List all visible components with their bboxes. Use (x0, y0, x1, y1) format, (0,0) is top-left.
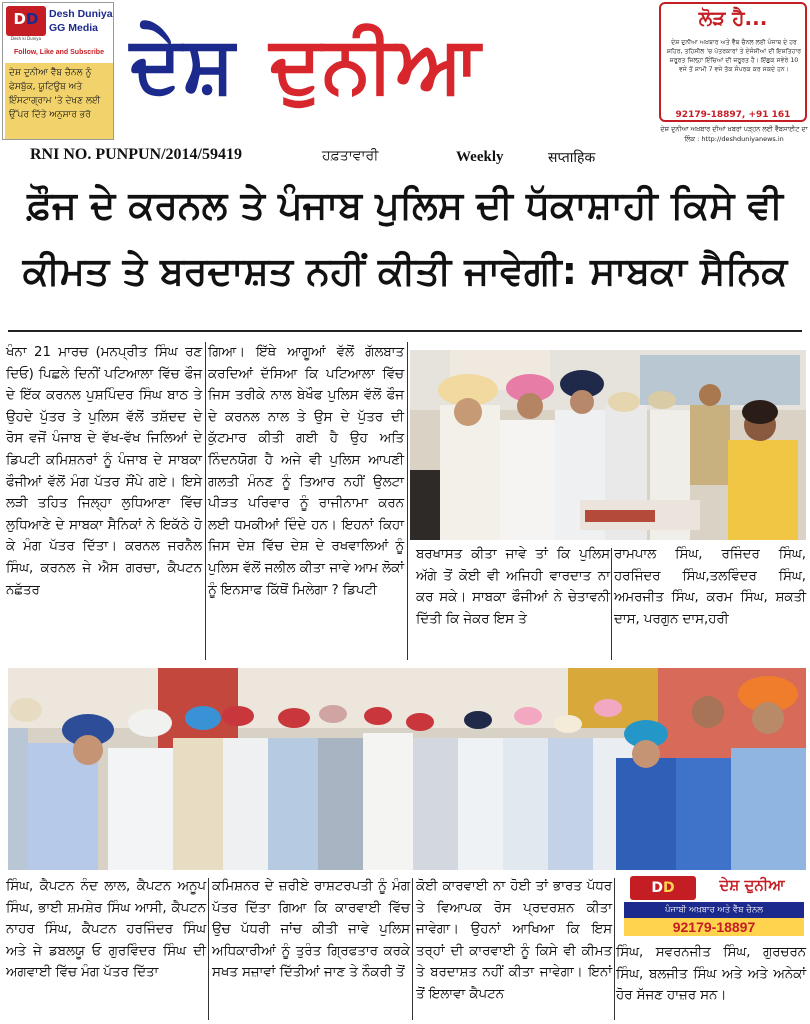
article-column-4: ਸਿੰਘ, ਕੈਪਟਨ ਨੰਦ ਲਾਲ, ਕੈਪਟਨ ਅਨੂਪ ਸਿੰਘ, ਭਾਈ ਸ਼ਮਸ਼ੇਰ ਸਿੰਘ ਆਸੀ, ਕੈਪਟਨ ਨਾਹਰ ਸਿੰਘ, ਕੈਪਟਨ ਹਰਜਿੰਦਰ ਸਿੰਘ ਅਤੇ ਜੇ ਡਬਲਯੂ ਓ ਗੁਰਵਿੰਦਰ ਸਿੰਘ ਦੀ ਅਗਵਾਈ ਵਿੱਚ ਮੰਗ ਪੱਤਰ ਦਿੱਤਾ (6, 879, 206, 981)
weekly-english: Weekly (456, 149, 504, 165)
masthead-word-duniya: ਦੁਨੀਆ (269, 20, 482, 110)
promo-text: ਦੇਸ਼ ਦੁਨੀਆ ਵੈੱਬ ਚੈਨਲ ਨੂੰ ਫੇਸਬੁੱਕ, ਯੂਟਿਊਬ ਅਤੇ ਇੰਸਟਾਗ੍ਰਾਮ 'ਤੇ ਦੇਖਣ ਲਈ ਉੱਪਰ ਦਿੱਤੇ ਅਨੁਸਾਰ ਭਰੋ (5, 63, 113, 139)
photo-memorandum-handover-image (410, 350, 806, 540)
ad-title: ਲੋੜ ਹੈ... (698, 6, 768, 30)
dd-logo-mark: DD (6, 6, 46, 36)
bottom-logo-strip: ਪੰਜਾਬੀ ਅਖ਼ਬਾਰ ਅਤੇ ਵੈੱਬ ਚੈਨਲ (624, 902, 804, 918)
photo-group-ex-servicemen (8, 668, 806, 870)
bottom-logo-phone: 92179-18897 (624, 918, 804, 936)
channel-logo-box (2, 2, 114, 140)
bottom-logo-name: ਦੇਸ਼ ਦੁਨੀਆ (719, 876, 785, 894)
column-divider (205, 342, 206, 660)
bottom-channel-logo (624, 874, 804, 936)
ad-phone: 92179-18897, +91 161 (675, 110, 791, 120)
recruitment-ad (659, 2, 807, 122)
article-column-5: ਕਮਿਸ਼ਨਰ ਦੇ ਜ਼ਰੀਏ ਰਾਸ਼ਟਰਪਤੀ ਨੂੰ ਮੰਗ ਪੱਤਰ ਦਿੱਤਾ ਗਿਆ ਕਿ ਕਾਰਵਾਈ ਵਿੱਚ ਉਚ ਪੱਧਰੀ ਜਾਂਚ ਕੀਤੀ ਜਾਵੇ ਪੁਲਿਸ ਅਧਿਕਾਰੀਆਂ ਨੂੰ ਤੁਰੰਤ ਗ੍ਰਿਫਤਾਰ ਕਰਕੇ ਸਖਤ ਸਜ਼ਾਵਾਂ ਦਿੱਤੀਆਂ ਜਾਣ ਤੇ ਨੌਕਰੀ ਤੋਂ (212, 879, 410, 981)
column-divider (208, 878, 209, 1020)
photo-memorandum-handover (410, 350, 806, 540)
dd-logo-mark: DD (630, 876, 696, 900)
article-column-3a: ਬਰਖਾਸਤ ਕੀਤਾ ਜਾਵੇ ਤਾਂ ਕਿ ਪੁਲਿਸ ਅੱਗੇ ਤੋਂ ਕੋਈ ਵੀ ਅਜਿਹੀ ਵਾਰਦਾਤ ਨਾ ਕਰ ਸਕੇ। ਸਾਬਕਾ ਫੌਜੀਆਂ ਨੇ ਚੇਤਾਵਨੀ ਦਿੱਤੀ ਕਿ ਜੇਕਰ ਇਸ ਤੇ (416, 547, 610, 627)
article-column-3b: ਰਾਮਪਾਲ ਸਿੰਘ, ਰਜਿੰਦਰ ਸਿੰਘ, ਹਰਜਿੰਦਰ ਸਿੰਘ,ਤਲਵਿੰਦਰ ਸਿੰਘ, ਅਮਰਜੀਤ ਸਿੰਘ, ਕਰਮ ਸਿੰਘ, ਸ਼ਕਤੀ ਦਾਸ, ਪਰਗੁਨ ਦਾਸ,ਹਰੀ (614, 547, 806, 627)
logo-tagline: Desh ki Duniya (10, 36, 42, 41)
article-column-6: ਕੋਈ ਕਾਰਵਾਈ ਨਾ ਹੋਈ ਤਾਂ ਭਾਰਤ ਪੱਧਰ ਤੇ ਵਿਆਪਕ ਰੋਸ ਪ੍ਰਦਰਸ਼ਨ ਕੀਤਾ ਜਾਵੇਗਾ। ਉਹਨਾਂ ਆਖਿਆ ਕਿ ਇਸ ਤਰ੍ਹਾਂ ਦੀ ਕਾਰਵਾਈ ਨੂੰ ਕਿਸੇ ਵੀ ਕੀਮਤ ਤੇ ਬਰਦਾਸ਼ਤ ਨਹੀਂ ਕੀਤਾ ਜਾਵੇਗਾ। ਇਨਾਂ ਤੋਂ ਇਲਾਵਾ ਕੈਪਟਨ (416, 879, 612, 1002)
follow-text: Follow, Like and Subscribe (14, 49, 104, 56)
article-column-7: ਸਿੰਘ, ਸਵਰਨਜੀਤ ਸਿੰਘ, ਗੁਰਚਰਨ ਸਿੰਘ, ਬਲਜੀਤ ਸਿੰਘ ਅਤੇ ਅਤੇ ਅਨੇਕਾਂ ਹੋਰ ਸੱਜਣ ਹਾਜ਼ਰ ਸਨ। (616, 945, 806, 1004)
masthead-word-desh: ਦੇਸ਼ (130, 20, 236, 110)
article-column-1: ਖੰਨਾ 21 ਮਾਰਚ (ਮਨਪ੍ਰੀਤ ਸਿੰਘ ਰਣ ਦਿਓ) ਪਿਛਲੇ ਦਿਨੀਂ ਪਟਿਆਲਾ ਵਿੱਚ ਫੌਜ ਦੇ ਇੱਕ ਕਰਨਲ ਪੁਸ਼ਪਿੰਦਰ ਸਿੰਘ ਬਾਠ ਤੇ ਉਹਦੇ ਪੁੱਤਰ ਤੇ ਪੁਲਿਸ ਵੱਲੋਂ ਤਸ਼ੱਦਦ ਦੇ ਰੋਸ ਵਜੋਂ ਪੰਜਾਬ ਦੇ ਵੱਖ-ਵੱਖ ਜਿਲਿਆਂ ਦੇ ਡਿਪਟੀ ਕਮਿਸ਼ਨਰਾਂ ਨੂੰ ਪੰਜਾਬ ਦੇ ਸਾਬਕਾ ਫੌਜੀਆਂ ਵੱਲੋਂ ਮੰਗ ਪੱਤਰ ਸੌਂਪੇ ਗਏ। ਇਸੇ ਲੜੀ ਤਹਿਤ ਜਿਲ੍ਹਾ ਲੁਧਿਆਣਾ ਵਿੱਚ ਲੁਧਿਆਣੇ ਦੇ ਸਾਬਕਾ ਸੈਨਿਕਾਂ ਨੇ ਇਕੱਠੇ ਹੋ ਕੇ ਮੰਗ ਪੱਤਰ ਦਿੱਤਾ। ਕਰਨਲ ਜਰਨੈਲ ਸਿੰਘ, ਕਰਨਲ ਜੇ ਐਸ ਗਰਚਾ, ਕੈਪਟਨ ਨਛੱਤਰ (6, 345, 202, 598)
column-divider (412, 878, 413, 1020)
ad-body: ਦੇਸ਼ ਦੁਨੀਆ ਅਖ਼ਬਾਰ ਅਤੇ ਵੈੱਬ ਚੈਨਲ ਲਈ ਪੰਜਾਬ ਦੇ ਹਰ ਸ਼ਹਿਰ, ਤਹਿਸੀਲ 'ਚ ਪੱਤਰਕਾਰਾਂ ਤੇ ਏਜੰਸੀਆਂ ਦੀ ਇਸ਼ਤਿਹਾਰ ਜ਼ਰੂਰਤ ਜ਼ਿਲ੍ਹਾ ਇੰਚਿਆਂ ਦੀ ਜ਼ਰੂਰਤ ਹੈ। ਇੱਛੁਕ ਸਵੇਰੇ 10 ਵਜੇ ਤੋਂ ਸ਼ਾਮੀ 7 ਵਜੇ ਤੱਕ ਸੰਪਰਕ ਕਰ ਸਕਦੇ ਹਨ। (666, 39, 802, 73)
column-divider (611, 548, 612, 660)
website-link-text: ਦੇਸ਼ ਦੁਨੀਆ ਅਖ਼ਬਾਰ ਦੀਆਂ ਖ਼ਬਰਾਂ ਪੜ੍ਹਨ ਲਈ ਵੈੱਬਸਾਈਟ ਦਾ ਲਿੰਕ : http://deshduniyanews.in (660, 125, 808, 143)
article-column-2: ਗਿਆ। ਇੱਥੇ ਆਗੂਆਂ ਵੱਲੋਂ ਗੱਲਬਾਤ ਕਰਦਿਆਂ ਦੱਸਿਆ ਕਿ ਪਟਿਆਲਾ ਵਿੱਚ ਜਿਸ ਤਰੀਕੇ ਨਾਲ ਬੇਖੌਫ ਪੁਲਿਸ ਵੱਲੋਂ ਫੌਜ ਦੇ ਕਰਨਲ ਨਾਲ ਤੇ ਉਸ ਦੇ ਪੁੱਤਰ ਦੀ ਕੁੱਟਮਾਰ ਕੀਤੀ ਗਈ ਹੈ ਉਹ ਅਤਿ ਨਿੰਦਨਯੋਗ ਹੈ ਅਜੇ ਵੀ ਪੁਲਿਸ ਆਪਣੀ ਗਲਤੀ ਮੰਨਣ ਨੂੰ ਤਿਆਰ ਨਹੀਂ ਉਲਟਾ ਪੀੜਤ ਪਰਿਵਾਰ ਨੂੰ ਰਾਜੀਨਾਮਾ ਕਰਨ ਲਈ ਧਮਕੀਆਂ ਦਿੰਦੇ ਹਨ। ਇਹਨਾਂ ਕਿਹਾ ਜਿਸ ਦੇਸ਼ ਵਿੱਚ ਦੇਸ਼ ਦੇ ਰਖਵਾਲਿਆਂ ਨੂੰ ਪੁਲਿਸ ਵੱਲੋਂ ਜਲੀਲ ਕੀਤਾ ਜਾਵੇ ਆਮ ਲੋਕਾਂ ਨੂੰ ਇਨਸਾਫ ਕਿੱਥੋਂ ਮਿਲੇਗਾ ? ਡਿਪਟੀ (208, 345, 404, 598)
article-headline: ਫ਼ੌਜ ਦੇ ਕਰਨਲ ਤੇ ਪੰਜਾਬ ਪੁਲਿਸ ਦੀ ਧੱਕਾਸ਼ਾਹੀ ਕਿਸੇ ਵੀ ਕੀਮਤ ਤੇ ਬਰਦਾਸ਼ਤ ਨਹੀਂ ਕੀਤੀ ਜਾਵੇਗੀ: ਸਾਬਕਾ ਸੈਨਿਕ (22, 183, 788, 293)
weekly-punjabi: ਹਫ਼ਤਾਵਾਰੀ (322, 148, 379, 164)
column-divider (407, 342, 408, 660)
weekly-hindi: सप्ताहिक (548, 150, 596, 166)
headline-rule (8, 330, 802, 332)
masthead-title (130, 6, 650, 124)
logo-name: Desh Duniya GG Media (49, 8, 113, 34)
column-divider (614, 878, 615, 1020)
rni-number: RNI NO. PUNPUN/2014/59419 (30, 146, 242, 163)
photo-group-ex-servicemen-image (8, 668, 806, 870)
